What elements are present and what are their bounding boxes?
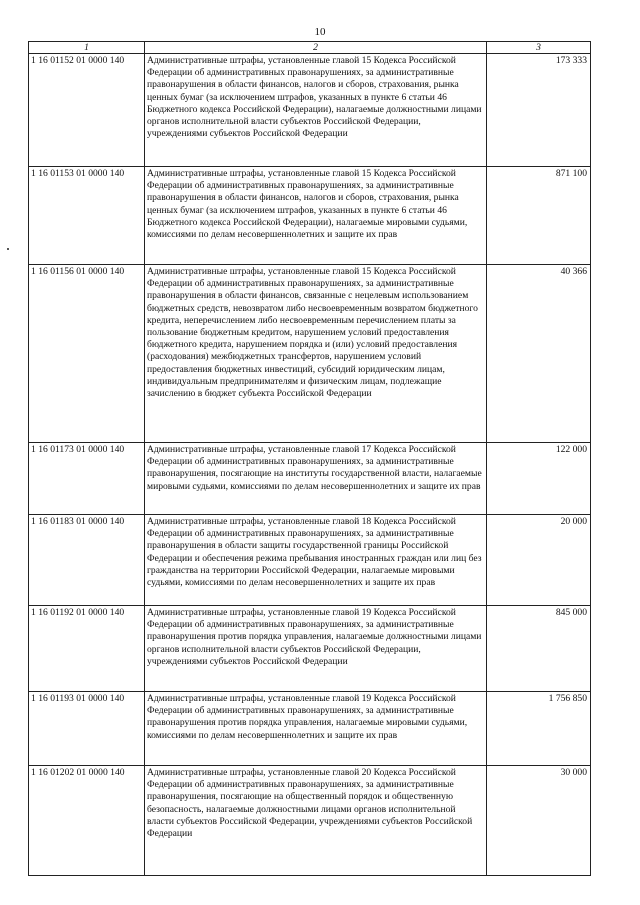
revenue-table: [28, 41, 591, 876]
column-number: 2: [145, 42, 487, 54]
budget-code: 1 16 01183 01 0000 140: [29, 515, 145, 606]
description: Административные штрафы, установленные главой 19 Кодекса Российской Федерации об административных правонарушениях, за административные правонарушения против порядка управления, налагаемые должностными лицами органов исполнительной власти субъектов Российской Федерации, учреждениями субъектов Российской Федерации: [145, 606, 487, 692]
amount: 1 756 850: [487, 692, 591, 766]
table-row: [29, 515, 591, 606]
amount: 173 333: [487, 54, 591, 167]
table-row: [29, 265, 591, 443]
budget-code: 1 16 01192 01 0000 140: [29, 606, 145, 692]
table-row: [29, 606, 591, 692]
column-number-row: [29, 42, 591, 54]
description: Административные штрафы, установленные главой 18 Кодекса Российской Федерации об административных правонарушениях, за административные правонарушения в области защиты государственной границы Российской Федерации и обеспечения режима пребывания иностранных граждан или лиц без гражданства на территории Российской Федерации, налагаемые мировыми судьями, комиссиями по делам несовершеннолетних и защите их прав: [145, 515, 487, 606]
column-number: 3: [487, 42, 591, 54]
table-row: [29, 692, 591, 766]
budget-code: 1 16 01156 01 0000 140: [29, 265, 145, 443]
table-row: [29, 167, 591, 265]
column-number: 1: [29, 42, 145, 54]
budget-code: 1 16 01202 01 0000 140: [29, 766, 145, 876]
amount: 30 000: [487, 766, 591, 876]
description: Административные штрафы, установленные главой 15 Кодекса Российской Федерации об административных правонарушениях, за административные правонарушения в области финансов, налогов и сборов, страхования, рынка ценных бумаг (за исключением штрафов, указанных в пункте 6 статьи 46 Бюджетного кодекса Российской Федерации), налагаемые должностными лицами органов исполнительной власти субъектов Российской Федерации, учреждениями субъектов Российской Федерации: [145, 54, 487, 167]
table-row: [29, 766, 591, 876]
description: Административные штрафы, установленные главой 19 Кодекса Российской Федерации об административных правонарушениях, за административные правонарушения против порядка управления, налагаемые мировыми судьями, комиссиями по делам несовершеннолетних и защите их прав: [145, 692, 487, 766]
table-row: [29, 443, 591, 515]
budget-code: 1 16 01152 01 0000 140: [29, 54, 145, 167]
amount: 122 000: [487, 443, 591, 515]
description: Административные штрафы, установленные главой 17 Кодекса Российской Федерации об административных правонарушениях, за административные правонарушения, посягающие на институты государственной власти, налагаемые мировыми судьями, комиссиями по делам несовершеннолетних и защите их прав: [145, 443, 487, 515]
scan-speck: [7, 248, 9, 250]
amount: 871 100: [487, 167, 591, 265]
description: Административные штрафы, установленные главой 15 Кодекса Российской Федерации об административных правонарушениях, за административные правонарушения в области финансов, связанные с нецелевым использованием бюджетных средств, невозвратом либо несвоевременным возвратом бюджетного кредита, неперечислением либо несвоевременным перечислением платы за пользование бюджетным кредитом, нарушением условий предоставления бюджетного кредита, нарушением порядка и (или) условий предоставления (расходования) межбюджетных трансфертов, нарушением условий предоставления бюджетных инвестиций, субсидий юридическим лицам, индивидуальным предпринимателям и физическим лицам, подлежащие зачислению в бюджет субъекта Российской Федерации: [145, 265, 487, 443]
amount: 845 000: [487, 606, 591, 692]
budget-code: 1 16 01173 01 0000 140: [29, 443, 145, 515]
amount: 20 000: [487, 515, 591, 606]
page-number: 10: [314, 26, 326, 38]
budget-code: 1 16 01193 01 0000 140: [29, 692, 145, 766]
amount: 40 366: [487, 265, 591, 443]
budget-code: 1 16 01153 01 0000 140: [29, 167, 145, 265]
description: Административные штрафы, установленные главой 15 Кодекса Российской Федерации об административных правонарушениях, за административные правонарушения в области финансов, налогов и сборов, страхования, рынка ценных бумаг (за исключением штрафов, указанных в пункте 6 статьи 46 Бюджетного кодекса Российской Федерации), налагаемые мировыми судьями, комиссиями по делам несовершеннолетних и защите их прав: [145, 167, 487, 265]
table-row: [29, 54, 591, 167]
description: Административные штрафы, установленные главой 20 Кодекса Российской Федерации об административных правонарушениях, за административные правонарушения, посягающие на общественный порядок и общественную безопасность, налагаемые должностными лицами органов исполнительной власти субъектов Российской Федерации, учреждениями субъектов Российской Федерации: [145, 766, 487, 876]
